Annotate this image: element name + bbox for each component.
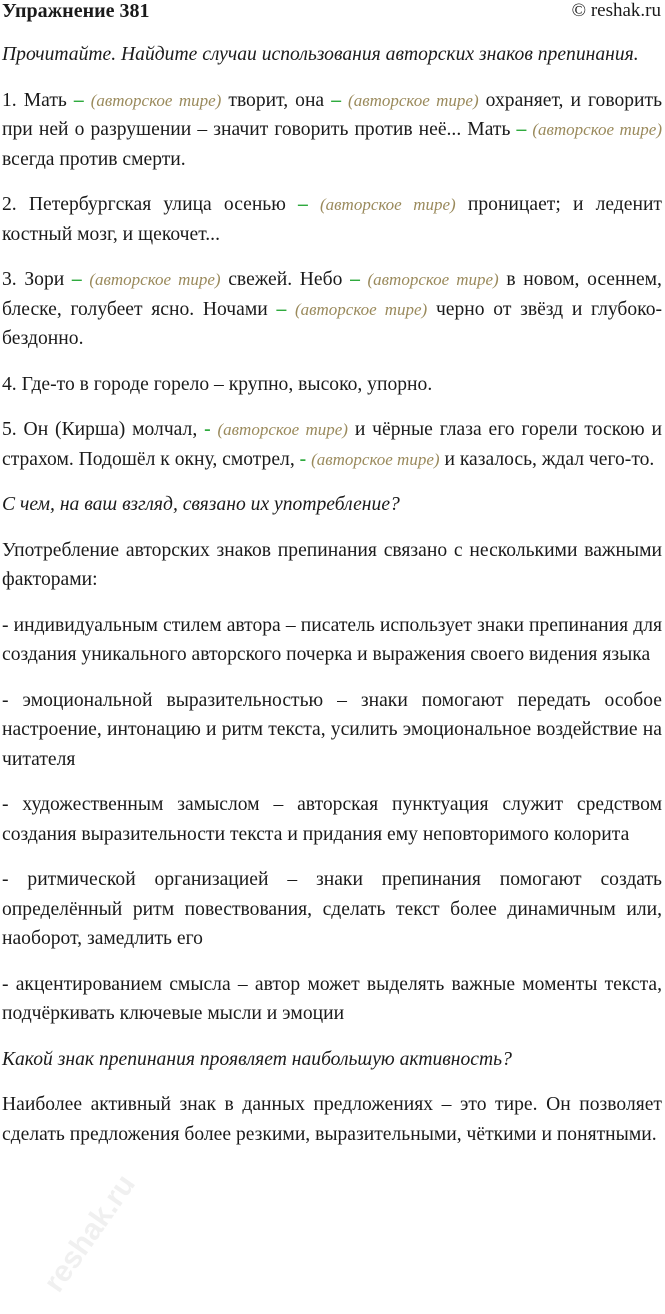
sentence-text: всегда против смерти. [2,148,186,170]
author-dash-mark: – [73,89,84,111]
author-dash-mark: – [350,269,360,290]
sentence-4: 4. Где-то в городе горело – крупно, высоко, упорно. [2,373,433,395]
author-dash-mark: - [299,448,307,470]
author-dash-note: (авторское тире) [348,90,479,110]
author-dash-mark: – [298,194,308,215]
sentence-text: и чёрные глаза его горели тоскою и страхом. Подошёл к окну, смотрел, [2,419,663,470]
author-dash-note: (авторское тире) [532,120,662,139]
sentence-text: 2. Петербургская улица осенью [2,194,286,215]
author-dash-note: (авторское тире) [367,270,499,289]
source-label: © reshak.ru [571,0,661,21]
sentence-text: 3. Зори [2,269,65,290]
factor-item: - индивидуальным стилем автора – писатель использует знаки препинания для создания уникального авторского почерка и выражения своего видения языка [2,614,662,665]
question-2: Какой знак препинания проявляет наибольшую активность? [2,1048,512,1070]
author-dash-note: (авторское тире) [90,90,222,110]
author-dash-note: (авторское тире) [311,449,440,469]
answer-2: Наиболее активный знак в данных предложениях – это тире. Он позволяет сделать предложения более резкими, выразительными, чёткими и понятными. [2,1094,662,1145]
factor-item: - эмоциональной выразительностью – знаки помогают передать особое настроение, интонацию и ритм текста, усилить эмоциональное воздействие на читателя [2,689,662,770]
author-dash-note: (авторское тире) [320,195,456,214]
author-dash-mark: - [204,419,211,440]
exercise-content [2,40,662,1165]
author-dash-note: (авторское тире) [294,299,428,319]
sentence-text: охраняет, и говорить при ней о разрушении – значит говорить против неё... Мать [2,89,663,140]
question-1: С чем, на ваш взгляд, связано их употребление? [2,494,400,515]
task-text: Прочитайте. Найдите случаи использования авторских знаков препинания. [2,44,639,65]
author-dash-note: (авторское тире) [217,420,348,439]
sentence-text: черно от звёзд и глубоко-бездонно. [2,298,663,349]
sentence-2 [2,190,662,249]
sentence-1 [2,86,662,175]
factor-item: - ритмической организацией – знаки препинания помогают создать определённый ритм повествования, сделать текст более динамичным или, наоборот, замедлить его [2,869,662,949]
author-dash-mark: – [516,119,527,140]
page-header [0,0,665,26]
sentence-3 [2,265,662,354]
factor-item: - художественным замыслом – авторская пунктуация служит средством создания выразительности текста и придания ему неповторимого колорита [2,794,662,845]
sentence-text: свежей. Небо [228,269,343,290]
sentence-text: проницает; и леденит костный мозг, и щекочет... [2,194,662,245]
watermark-logo: reshak.ru [37,1168,142,1299]
author-dash-mark: – [276,298,287,320]
sentence-text: в новом, осеннем, блеске, голубеет ясно. Ночами [2,269,662,320]
author-dash-note: (авторское тире) [89,270,221,289]
answer-1-intro: Употребление авторских знаков препинания связано с несколькими важными факторами: [2,539,662,590]
author-dash-mark: – [71,269,82,290]
sentence-text: 1. Мать [2,89,67,111]
exercise-title: Упражнение 381 [2,0,150,22]
sentence-5 [2,415,662,474]
author-dash-mark: – [331,89,341,111]
sentence-text: творит, она [228,89,325,111]
sentence-text: и казалось, ждал чего-то. [444,448,655,470]
factor-item: - акцентированием смысла – автор может выделять важные моменты текста, подчёркивать ключевые мысли и эмоции [2,973,662,1024]
sentence-text: 5. Он (Кирша) молчал, [2,419,198,440]
